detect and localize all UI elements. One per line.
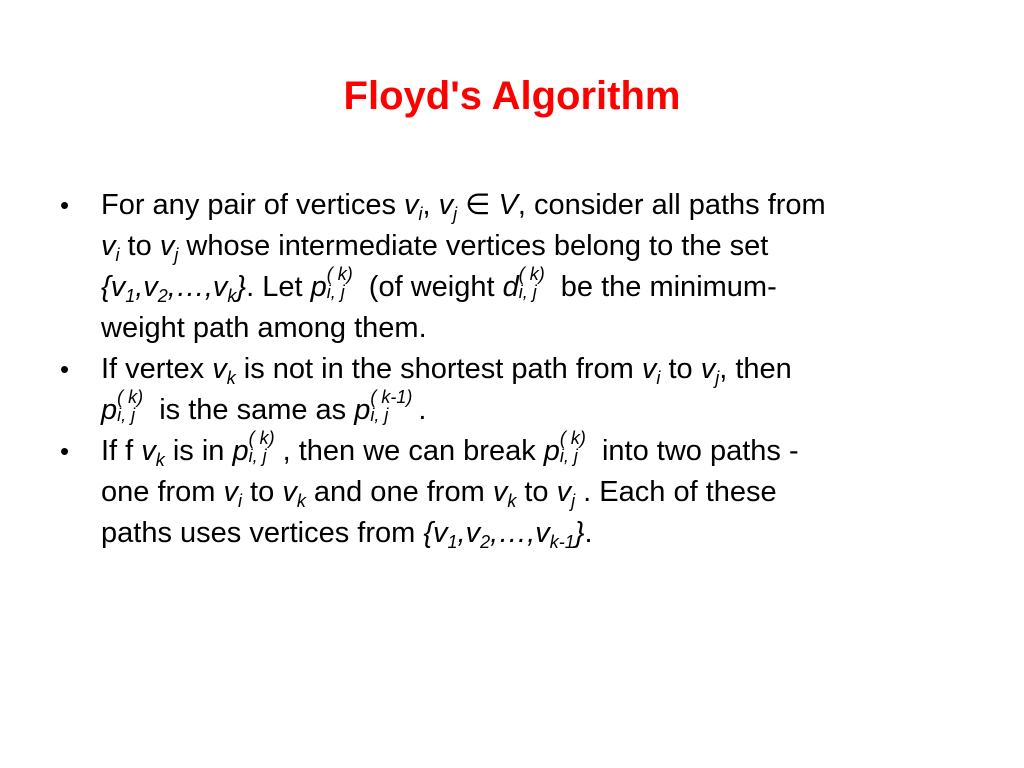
bullet-3-line-3: paths uses vertices from $\{v_1,v_2,\dots,v_{k-1}\}$. xyxy=(101,517,593,552)
bullet-1-line-3: $\{v_1,v_2,\dots,v_k\}$. Let p ( k) i, j (of weight d ( k) i, j be the minimum- xyxy=(101,264,777,306)
bullet-item-1 xyxy=(60,185,960,349)
bullet-dot: • xyxy=(60,190,70,220)
bullet-1-line-4: weight path among them. xyxy=(101,312,427,344)
bullet-3-line-1: If f $v_k$ is in p ( k) i, j , then we can break p ( k) i, j into two paths - xyxy=(101,428,799,470)
bullet-2-line-1: If vertex $v_k$ is not in the shortest path from $v_i$ to $v_j$, then xyxy=(101,353,792,388)
bullet-1-line-1: For any pair of vertices $v_i$, $v_j$ ∈ V, consider all paths from xyxy=(101,189,826,224)
bullet-2-line-2: p ( k) i, j is the same as p ( k-1) i, j . xyxy=(101,387,427,426)
bullet-item-2 xyxy=(60,349,960,431)
bullet-dot: • xyxy=(60,354,70,384)
bullet-dot: • xyxy=(60,436,70,466)
bullet-item-3 xyxy=(60,428,960,554)
slide-title: Floyd's Algorithm xyxy=(343,74,681,118)
bullet-list xyxy=(60,185,960,554)
bullet-3-line-2: one from $v_i$ to $v_k$ and one from $v_k$ to $v_j$ . Each of these xyxy=(101,476,777,511)
bullet-1-line-2: $v_i$ to $v_j$ whose intermediate vertices belong to the set xyxy=(101,230,769,265)
